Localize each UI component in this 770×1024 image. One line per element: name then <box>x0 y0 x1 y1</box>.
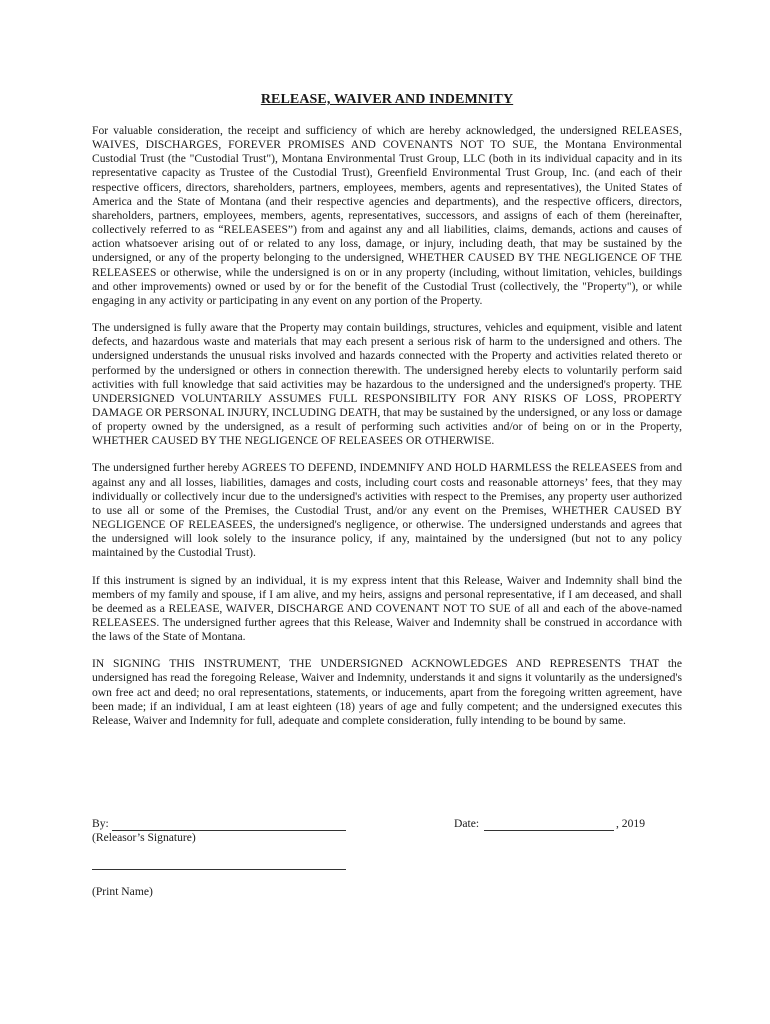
date-label: Date: <box>454 817 480 830</box>
document-title: RELEASE, WAIVER AND INDEMNITY <box>260 92 514 107</box>
print-name-caption: (Print Name) <box>92 885 153 898</box>
date-line[interactable] <box>484 830 614 831</box>
print-name-line[interactable] <box>92 869 346 870</box>
by-label: By: <box>92 817 109 830</box>
paragraph-acknowledgement: IN SIGNING THIS INSTRUMENT, THE UNDERSIGNED ACKNOWLEDGES AND REPRESENTS THAT the undersigned has read the foregoing Release, Waiver and Indemnity, understands it and signs it voluntarily as the undersigned's own free act and deed; no oral representations, statements, or inducements, apart from the foregoing written agreement, have been made; if an individual, I am at least eighteen (18) years of age and fully competent; and the undersigned executes this Release, Waiver and Indemnity for full, adequate and complete consideration, fully intending to be bound by same. <box>92 657 682 727</box>
paragraph-indemnity: The undersigned further hereby AGREES TO DEFEND, INDEMNIFY AND HOLD HARMLESS the RELEASEES from and against any and all losses, liabilities, damages and costs, including court costs and reasonable attorneys’ fees, that they may individually or collectively incur due to the undersigned's activities with respect to the Premises, any property user authorized to use all or some of the Premises, the Custodial Trust, and/or any event on the Premises, WHETHER CAUSED BY NEGLIGENCE OF RELEASEES, the undersigned's negligence, or otherwise. The undersigned understands and agrees that the undersigned will look solely to the insurance policy, if any, maintained by the undersigned (but not to any policy maintained by the Custodial Trust). <box>92 461 682 560</box>
signature-caption: (Releasor’s Signature) <box>92 831 196 844</box>
document-body <box>92 92 682 741</box>
date-year: , 2019 <box>616 817 645 830</box>
paragraph-release: For valuable consideration, the receipt and sufficiency of which are hereby acknowledged, the undersigned RELEASES, WAIVES, DISCHARGES, FOREVER PROMISES AND COVENANTS NOT TO SUE, the Montana Environmental Custodial Trust (the "Custodial Trust"), Montana Environmental Trust Group, LLC (both in its individual capacity and in its representative capacity as Trustee of the Custodial Trust), Greenfield Environmental Trust Group, Inc. (and each of their respective officers, directors, shareholders, partners, employees, members, agents and representatives), the United States of America and the State of Montana (and their respective agencies and departments), and the respective officers, directors, shareholders, partners, employees, members, agents, representatives, successors, and assigns of each of them (hereinafter, collectively referred to as “RELEASEES”) from and against any and all liabilities, claims, demands, actions and causes of action whatsoever arising out of or related to any loss, damage, or injury, including death, that may be sustained by the undersigned, or any of the property belonging to the undersigned, WHETHER CAUSED BY THE NEGLIGENCE OF THE RELEASEES or otherwise, while the undersigned is on or in any property (including, without limitation, vehicles, buildings and other improvements) owned or used by or for the benefit of the Custodial Trust (collectively, the "Property"), or while engaging in any activity or participating in any event on any portion of the Property. <box>92 124 682 307</box>
paragraph-assumption-of-risk: The undersigned is fully aware that the Property may contain buildings, structures, vehicles and equipment, visible and latent defects, and hazardous waste and materials that may each present a serious risk of harm to the undersigned and others. The undersigned understands the unusual risks involved and hazards connected with the Property and activities related thereto or performed by the undersigned or others in connection therewith. The undersigned hereby elects to voluntarily perform said activities with full knowledge that said activities may be hazardous to the undersigned and the undersigned's property. THE UNDERSIGNED VOLUNTARILY ASSUMES FULL RESPONSIBILITY FOR ANY RISKS OF LOSS, PROPERTY DAMAGE OR PERSONAL INJURY, INCLUDING DEATH, that may be sustained by the undersigned, or any loss or damage of property owned by the undersigned, as a result of performing such activities and/or of being on or in the Property, WHETHER CAUSED BY THE NEGLIGENCE OF RELEASEES OR OTHERWISE. <box>92 321 682 448</box>
signature-block <box>92 817 682 844</box>
paragraph-binding-effect: If this instrument is signed by an individual, it is my express intent that this Release, Waiver and Indemnity shall bind the members of my family and spouse, if I am alive, and my heirs, assigns and personal representative, if I am deceased, and shall be deemed as a RELEASE, WAIVER, DISCHARGE AND COVENANT NOT TO SUE of all and each of the above-named RELEASEES. The undersigned further agrees that this Release, Waiver and Indemnity shall be construed in accordance with the laws of the State of Montana. <box>92 573 682 644</box>
